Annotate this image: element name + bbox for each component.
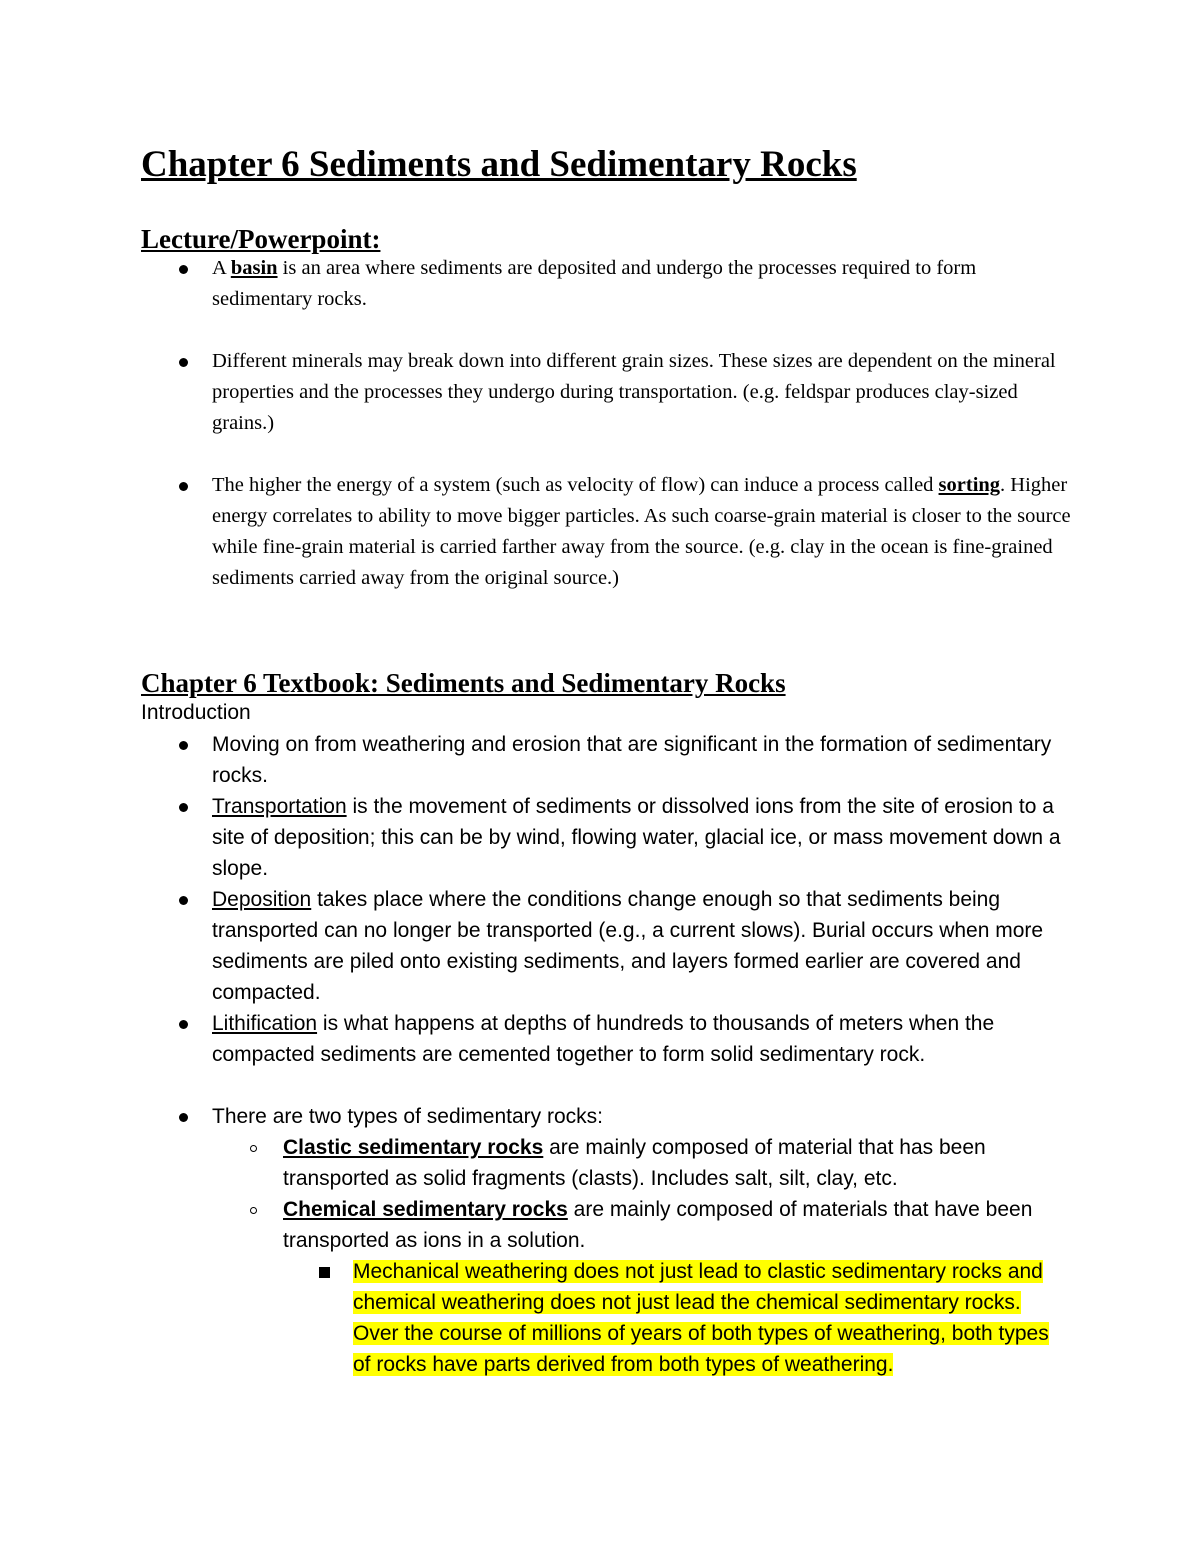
bullet-icon (179, 803, 188, 812)
term-chemical: Chemical sedimentary rocks (283, 1198, 568, 1221)
bullet-icon (179, 358, 188, 367)
list-item: Lithification is what happens at depths of hundreds to thousands of meters when the compacted sediments are cemented together to form solid sedimentary rock. (141, 1008, 1071, 1070)
textbook-heading: Chapter 6 Textbook: Sediments and Sedimentary Rocks (141, 668, 786, 698)
lecture-heading: Lecture/Powerpoint: (141, 224, 381, 254)
spacer (141, 315, 1071, 346)
highlighted-note: Mechanical weathering does not just lead to clastic sedimentary rocks and chemical weathering does not just lead the chemical sedimentary rocks. Over the course of millions of years of both types of weathering, both types of rocks have parts derived from both types of weathering. (353, 1260, 1049, 1376)
term-clastic: Clastic sedimentary rocks (283, 1136, 544, 1159)
page-title: Chapter 6 Sediments and Sedimentary Rocks (141, 144, 857, 185)
list-item: Moving on from weathering and erosion that are significant in the formation of sedimentary rocks. (141, 729, 1071, 791)
term-sorting: sorting (938, 474, 1001, 496)
list-item: There are two types of sedimentary rocks: (141, 1101, 1071, 1132)
bullet-icon (179, 896, 188, 905)
hollow-circle-bullet-icon (250, 1207, 257, 1214)
term-deposition: Deposition (212, 888, 312, 911)
introduction-subheading: Introduction (141, 701, 251, 724)
sub-list-item: Clastic sedimentary rocks are mainly composed of material that has been transported as solid fragments (clasts). Includes salt, silt, clay, etc. (141, 1132, 1071, 1194)
hollow-circle-bullet-icon (250, 1145, 257, 1152)
sub-list-item: Chemical sedimentary rocks are mainly composed of materials that have been transported as ions in a solution. (141, 1194, 1071, 1256)
bullet-icon (179, 1113, 188, 1122)
term-lithification: Lithification (212, 1012, 318, 1035)
bullet-icon (179, 482, 188, 491)
spacer (141, 439, 1071, 470)
sub-sub-list-item (141, 1256, 1071, 1380)
list-item: Different minerals may break down into different grain sizes. These sizes are dependent on the mineral properties and the processes they undergo during transportation. (e.g. feldspar produces clay-sized grains.) (141, 346, 1071, 439)
list-item: The higher the energy of a system (such as velocity of flow) can induce a process called sorting. Higher energy correlates to ability to move bigger particles. As such coarse-grain material is closer to the source while fine-grain material is carried farther away from the source. (e.g. clay in the ocean is fine-grained sediments carried away from the original source.) (141, 470, 1071, 594)
term-basin: basin (230, 257, 278, 279)
list-item: Transportation is the movement of sediments or dissolved ions from the site of erosion to a site of deposition; this can be by wind, flowing water, glacial ice, or mass movement down a slope. (141, 791, 1071, 884)
bullet-icon (179, 741, 188, 750)
term-transportation: Transportation (212, 795, 347, 818)
bullet-icon (179, 1020, 188, 1029)
textbook-list (141, 729, 1071, 1380)
lecture-list (141, 253, 1071, 594)
bullet-icon (179, 265, 188, 274)
square-bullet-icon (319, 1267, 330, 1278)
list-item: A basin is an area where sediments are deposited and undergo the processes required to form sedimentary rocks. (141, 253, 1071, 315)
list-item: Deposition takes place where the conditions change enough so that sediments being transported can no longer be transported (e.g., a current slows). Burial occurs when more sediments are piled onto existing sediments, and layers formed earlier are covered and compacted. (141, 884, 1071, 1008)
spacer (141, 1070, 1071, 1101)
